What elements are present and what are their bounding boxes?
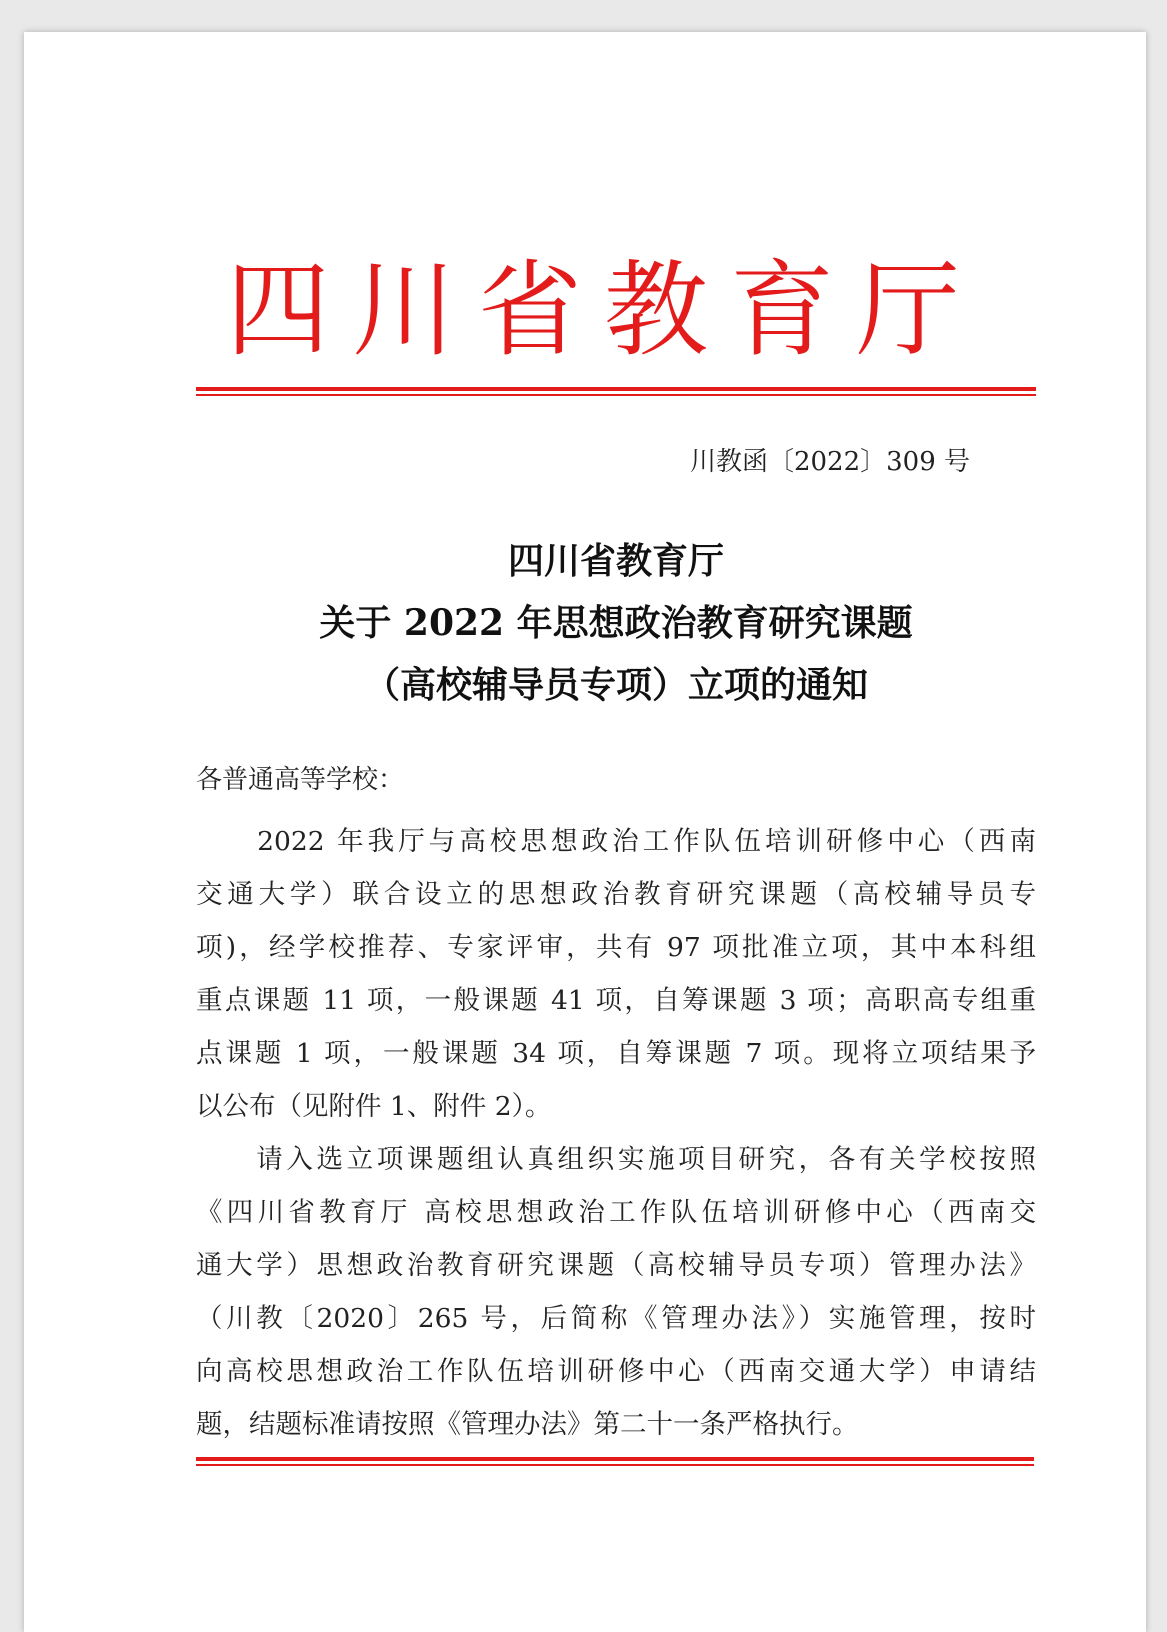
org-header-title: 四川省教育厅 <box>225 249 982 371</box>
paragraph-1-line: 项)，经学校推荐、专家评审，共有 97 项批准立项，其中本科组 <box>196 932 1036 963</box>
document-number: 川教函〔2022〕309 号 <box>689 447 970 477</box>
paragraph-2-line: 题，结题标准请按照《管理办法》第二十一条严格执行。 <box>196 1409 859 1440</box>
header-red-rule <box>196 387 1036 391</box>
footer-red-rule-thin <box>196 1464 1034 1466</box>
paragraph-1-line: 点课题 1 项，一般课题 34 项，自筹课题 7 项。现将立项结果予 <box>196 1038 1036 1069</box>
header-red-rule-thin <box>196 394 1036 396</box>
document-title-line-2: 关于 2022 年思想政治教育研究课题 <box>319 602 913 644</box>
document-title-line-1: 四川省教育厅 <box>507 540 724 582</box>
footer-red-rule <box>196 1457 1034 1461</box>
paragraph-2-line: 通大学）思想政治教育研究课题（高校辅导员专项）管理办法》 <box>196 1250 1036 1281</box>
paragraph-1-line: 交通大学）联合设立的思想政治教育研究课题（高校辅导员专 <box>196 879 1036 910</box>
document-title-line-3: （高校辅导员专项）立项的通知 <box>363 664 868 706</box>
paragraph-2-line: 请入选立项课题组认真组织实施项目研究，各有关学校按照 <box>196 1144 1036 1175</box>
paragraph-2-line: 向高校思想政治工作队伍培训研修中心（西南交通大学）申请结 <box>196 1356 1036 1387</box>
body-text <box>196 815 1036 1451</box>
addressee: 各普通高等学校： <box>196 765 405 795</box>
paragraph-1-line: 以公布（见附件 1、附件 2）。 <box>196 1091 552 1122</box>
paragraph-1-line: 2022 年我厅与高校思想政治工作队伍培训研修中心（西南 <box>196 826 1036 857</box>
paragraph-2-line: （川教〔2020〕265 号，后简称《管理办法》）实施管理，按时 <box>196 1303 1036 1334</box>
document-page <box>24 32 1146 1632</box>
paragraph-1-line: 重点课题 11 项，一般课题 41 项，自筹课题 3 项；高职高专组重 <box>196 985 1036 1016</box>
document-title <box>196 530 1036 716</box>
paragraph-2-line: 《四川省教育厅 高校思想政治工作队伍培训研修中心（西南交 <box>196 1197 1036 1228</box>
